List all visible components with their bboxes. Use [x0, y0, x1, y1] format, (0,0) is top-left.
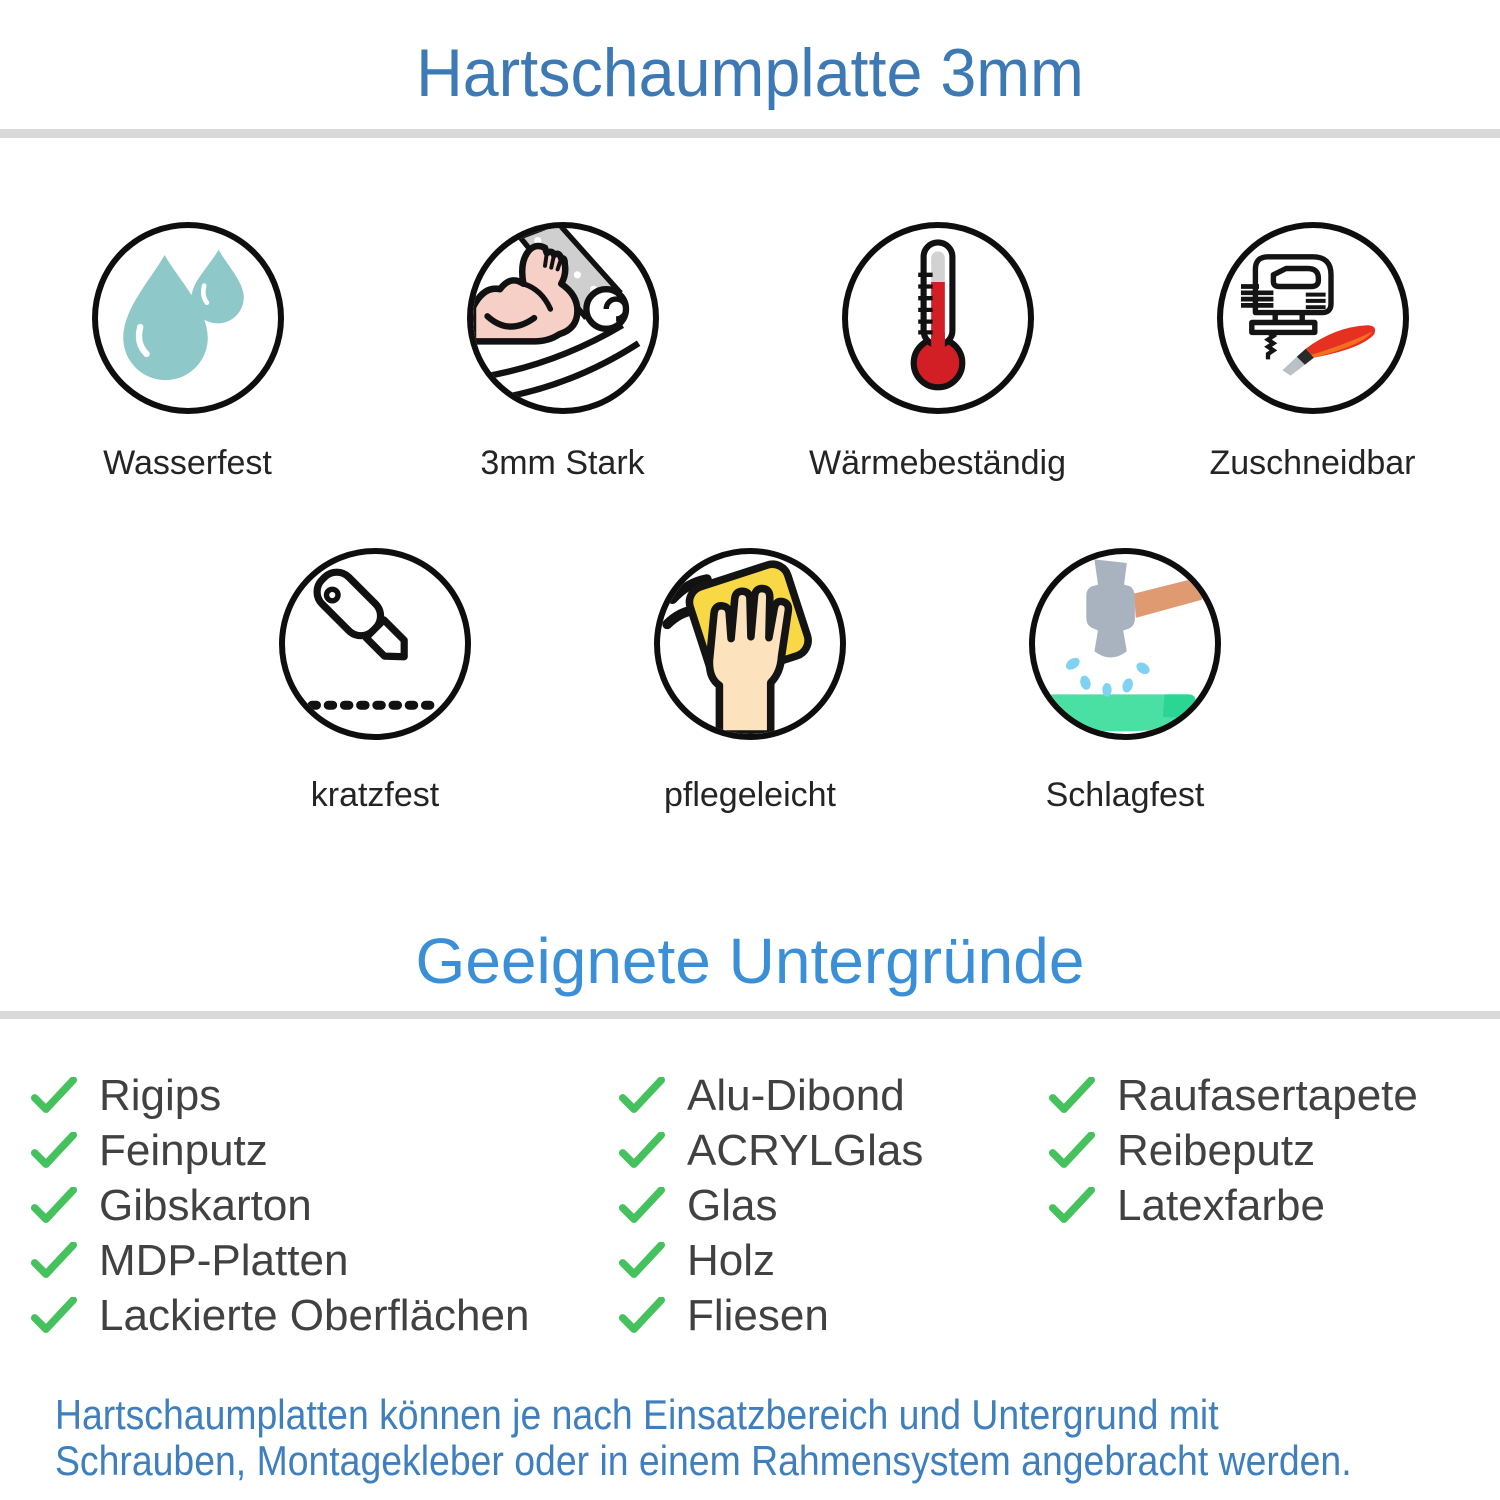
- feature-waermebestaendig: [750, 222, 1125, 483]
- substrate-label: MDP-Platten: [99, 1235, 349, 1285]
- substrate-label: Alu-Dibond: [687, 1070, 905, 1120]
- check-icon: [618, 1132, 665, 1170]
- wiping-hand-icon: [660, 554, 840, 734]
- substrate-item: [618, 1068, 923, 1123]
- feature-pflegeleicht: [563, 548, 938, 815]
- feature-label: Schlagfest: [1045, 776, 1205, 814]
- muscle-arm-icon: [473, 228, 653, 408]
- jigsaw-icon: [1223, 228, 1403, 408]
- substrate-item: [1048, 1068, 1418, 1123]
- thermometer-icon: [848, 228, 1028, 408]
- feature-label: 3mm Stark: [480, 444, 645, 482]
- check-icon: [30, 1077, 77, 1115]
- substrate-item: [30, 1178, 529, 1233]
- substrate-item: [1048, 1123, 1418, 1178]
- feature-kratzfest: [188, 548, 563, 815]
- check-icon: [618, 1242, 665, 1280]
- substrate-label: Glas: [687, 1180, 778, 1230]
- feature-label: Zuschneidbar: [1209, 444, 1416, 482]
- feature-label: Wasserfest: [103, 444, 272, 482]
- icon-circle: [279, 548, 471, 740]
- feature-label: Wärmebeständig: [808, 444, 1066, 482]
- icon-circle: [654, 548, 846, 740]
- divider-bar-top: [0, 129, 1500, 138]
- divider-bar-bottom: [0, 1011, 1500, 1019]
- feature-3mm-stark: [375, 222, 750, 483]
- substrate-label: Fliesen: [687, 1290, 829, 1340]
- substrate-label: ACRYLGlas: [687, 1125, 924, 1175]
- icon-circle: [1217, 222, 1409, 414]
- icon-circle: [467, 222, 659, 414]
- substrate-label: Feinputz: [99, 1125, 268, 1175]
- water-drops-icon: [98, 228, 278, 408]
- substrate-item: [30, 1068, 529, 1123]
- check-icon: [30, 1187, 77, 1225]
- substrate-label: Raufasertapete: [1117, 1070, 1418, 1120]
- substrate-label: Reibeputz: [1117, 1125, 1316, 1175]
- substrate-item: [618, 1178, 923, 1233]
- substrate-label: Latexfarbe: [1117, 1180, 1325, 1230]
- substrates-column-1: [30, 1068, 529, 1343]
- hammer-icon: [1035, 554, 1215, 734]
- footer-line: Schrauben, Montagekleber oder in einem Rahmensystem angebracht werden.: [55, 1437, 1352, 1484]
- substrate-label: Rigips: [99, 1070, 222, 1120]
- check-icon: [1048, 1077, 1095, 1115]
- feature-label: kratzfest: [310, 776, 440, 814]
- icon-circle: [92, 222, 284, 414]
- feature-row-2: [0, 548, 1500, 815]
- page-title: Hartschaumplatte 3mm: [416, 35, 1084, 111]
- check-icon: [30, 1132, 77, 1170]
- substrate-label: Gibskarton: [99, 1180, 312, 1230]
- feature-wasserfest: [0, 222, 375, 483]
- check-icon: [30, 1297, 77, 1335]
- section-title: Geeignete Untergründe: [415, 925, 1085, 997]
- footer-note: [55, 1392, 1352, 1484]
- utility-knife-icon: [285, 554, 465, 734]
- substrates-column-3: [1048, 1068, 1418, 1233]
- check-icon: [618, 1077, 665, 1115]
- substrate-item: [618, 1288, 923, 1343]
- icon-circle: [1029, 548, 1221, 740]
- substrate-label: Lackierte Oberflächen: [99, 1290, 530, 1340]
- feature-label: pflegeleicht: [663, 776, 836, 814]
- substrate-item: [1048, 1178, 1418, 1233]
- check-icon: [1048, 1187, 1095, 1225]
- substrate-item: [618, 1123, 923, 1178]
- substrate-item: [30, 1288, 529, 1343]
- substrates-list: [0, 1068, 1500, 1358]
- substrates-column-2: [618, 1068, 923, 1343]
- substrate-item: [30, 1123, 529, 1178]
- feature-schlagfest: [938, 548, 1313, 815]
- icon-circle: [842, 222, 1034, 414]
- check-icon: [1048, 1132, 1095, 1170]
- substrate-item: [30, 1233, 529, 1288]
- feature-row-1: [0, 222, 1500, 483]
- check-icon: [618, 1297, 665, 1335]
- feature-zuschneidbar: [1125, 222, 1500, 483]
- substrate-label: Holz: [687, 1235, 776, 1285]
- check-icon: [618, 1187, 665, 1225]
- substrate-item: [618, 1233, 923, 1288]
- check-icon: [30, 1242, 77, 1280]
- footer-line: Hartschaumplatten können je nach Einsatzbereich und Untergrund mit: [55, 1391, 1219, 1438]
